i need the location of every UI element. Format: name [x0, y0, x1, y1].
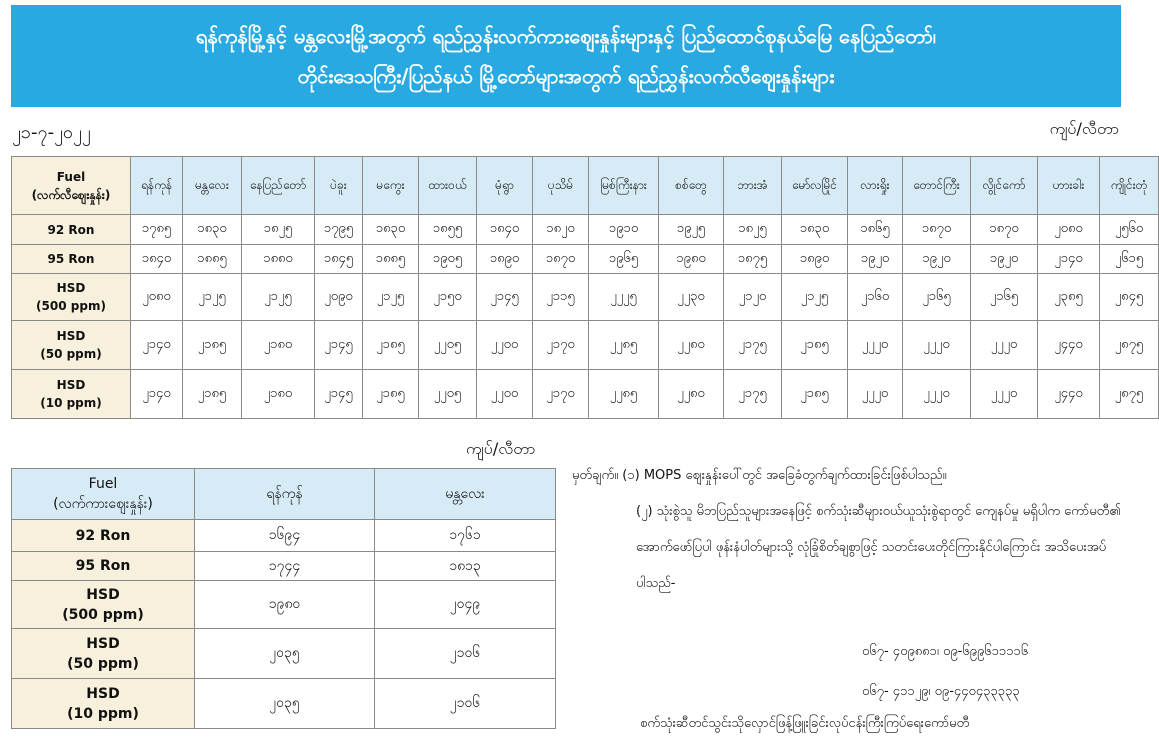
fuel-grade: (500 ppm): [36, 299, 106, 313]
price-cell: ၂၂၂၀: [971, 370, 1038, 419]
price-cell: ၂၄၄၀: [1038, 370, 1100, 419]
price-cell: ၂၂၀၀: [477, 370, 533, 419]
price-cell: ၁၇၆၁: [375, 520, 556, 552]
price-cell: ၁၈၁၃: [375, 552, 556, 581]
price-cell: ၂၈၇၅: [1100, 370, 1159, 419]
price-cell: ၂၂၂၅: [589, 274, 659, 321]
fuel-label-cell: [12, 520, 195, 552]
price-cell: ၂၂၃၀: [659, 274, 724, 321]
price-cell: ၂၂၂၀: [971, 321, 1038, 370]
price-cell: ၂၂၈၅: [589, 321, 659, 370]
price-cell: ၂၁၈၅: [782, 370, 848, 419]
fuel-grade: (လက်လီဈေးနှုန်း): [31, 187, 111, 202]
phone-line-1: ၀၆၇- ၄၀၉၈၈၁၊ ၀၉-၆၉၉၆၁၁၁၁၆: [862, 644, 1029, 659]
price-cell: ၂၀၈၀: [1038, 215, 1100, 245]
price-cell: ၁၈၄၀: [131, 245, 183, 274]
price-cell: ၂၁၄၅: [477, 274, 533, 321]
price-cell: ၂၁၄၅: [315, 321, 363, 370]
price-cell: ၂၁၄၅: [315, 370, 363, 419]
table-row: [12, 274, 1159, 321]
fuel-name: 92 Ron: [75, 527, 131, 544]
fuel-grade: (10 ppm): [67, 705, 139, 722]
price-cell: ၁၈၂၀: [533, 215, 589, 245]
fuel-grade: (50 ppm): [40, 347, 102, 361]
table-row: [12, 679, 556, 729]
price-cell: ၁၈၂၅: [242, 215, 315, 245]
city-header: ပုသိမ်: [533, 157, 589, 215]
price-cell: ၁၉၂၀: [971, 245, 1038, 274]
price-cell: ၁၉၀၅: [419, 245, 477, 274]
city-header: မကွေး: [363, 157, 419, 215]
price-cell: ၂၂၂၀: [848, 321, 903, 370]
city-header: မန္တလေး: [375, 469, 556, 520]
note-2: (၂) သုံးစွဲသူ မိဘပြည်သူများအနေဖြင့် စက်သုံးဆီများဝယ်ယူသုံးစွဲရာတွင် ကျေနပ်မှု မရှိပါက ကော်မတီ၏ အောက်ဖော်ပြပါ ဖုန်းနံပါတ်များသို့ လုံခြုံစိတ်ချစွာဖြင့် သတင်းပေးတိုင်ကြားနိုင်ပါကြောင်း အသိပေးအပ်ပါသည်-: [636, 504, 1121, 591]
fuel-name: HSD: [56, 378, 86, 392]
fuel-name: 95 Ron: [47, 252, 95, 266]
price-cell: ၂၂၀၀: [477, 321, 533, 370]
fuel-label-cell: [12, 469, 195, 520]
fuel-name: HSD: [86, 685, 120, 702]
fuel-label-cell: [12, 629, 195, 679]
retail-price-table: [11, 156, 1159, 419]
table-row: [12, 215, 1159, 245]
price-cell: ၂၂၂၀: [848, 370, 903, 419]
fuel-label-cell: [12, 157, 131, 215]
fuel-label-cell: [12, 581, 195, 629]
fuel-label-cell: [12, 274, 131, 321]
price-cell: ၂၁၄၀: [131, 370, 183, 419]
price-cell: ၂၀၈၀: [131, 274, 183, 321]
price-cell: ၁၈၄၀: [477, 215, 533, 245]
price-cell: ၁၈၃၀: [183, 215, 242, 245]
price-cell: ၁၉၂၅: [659, 215, 724, 245]
fuel-name: Fuel: [88, 476, 118, 492]
price-cell: ၂၁၂၅: [363, 274, 419, 321]
price-cell: ၁၉၆၅: [589, 245, 659, 274]
price-cell: ၂၁၆၅: [971, 274, 1038, 321]
price-cell: ၂၁၇၀: [533, 370, 589, 419]
price-cell: ၁၈၇၀: [903, 215, 971, 245]
price-cell: ၁၈၄၅: [315, 245, 363, 274]
fuel-grade: (500 ppm): [62, 606, 144, 623]
price-cell: ၂၁၆၅: [903, 274, 971, 321]
price-cell: ၁၈၅၅: [419, 215, 477, 245]
city-header: ဘားအံ: [724, 157, 782, 215]
price-cell: ၁၈၇၀: [533, 245, 589, 274]
price-cell: ၁၈၇၅: [724, 245, 782, 274]
city-header: မန္တလေး: [183, 157, 242, 215]
price-cell: ၂၁၂၀: [724, 274, 782, 321]
price-cell: ၁၉၈၀: [195, 581, 375, 629]
city-header: နေပြည်တော်: [242, 157, 315, 215]
fuel-label-cell: [12, 215, 131, 245]
price-cell: ၂၂၂၀: [903, 370, 971, 419]
price-cell: ၂၅၆၀: [1100, 215, 1159, 245]
price-cell: ၁၇၄၄: [195, 552, 375, 581]
fuel-label-cell: [12, 245, 131, 274]
city-header: မုံရွာ: [477, 157, 533, 215]
fuel-name: HSD: [86, 635, 120, 652]
price-cell: ၁၉၈၀: [659, 245, 724, 274]
price-cell: ၂၁၈၅: [183, 370, 242, 419]
committee-signature: စက်သုံးဆီတင်သွင်းသိုလှောင်ဖြန့်ဖြူးခြင်းလုပ်ငန်းကြီးကြပ်ရေးကော်မတီ: [640, 716, 970, 731]
price-cell: ၂၀၉၀: [315, 274, 363, 321]
fuel-name: HSD: [56, 329, 86, 343]
city-header: စစ်တွေ: [659, 157, 724, 215]
city-header: ကျိုင်းတုံ: [1100, 157, 1159, 215]
price-cell: ၁၈၈၅: [363, 245, 419, 274]
table-row: [12, 520, 556, 552]
fuel-name: HSD: [56, 281, 86, 295]
price-cell: ၂၁၂၅: [782, 274, 848, 321]
bulletin-date: ၂၁-၇-၂၀၂၂: [12, 122, 91, 143]
price-cell: ၂၁၇၅: [724, 321, 782, 370]
table-row: [12, 552, 556, 581]
price-cell: ၁၈၉၀: [782, 245, 848, 274]
price-cell: ၂၁၁၅: [533, 274, 589, 321]
price-cell: ၁၈၂၅: [724, 215, 782, 245]
price-cell: ၂၂၀၅: [419, 370, 477, 419]
price-cell: ၁၆၉၄: [195, 520, 375, 552]
price-cell: ၂၁၅၀: [419, 274, 477, 321]
price-cell: ၁၇၈၅: [131, 215, 183, 245]
price-cell: ၁၈၈၅: [183, 245, 242, 274]
fuel-label-cell: [12, 370, 131, 419]
table-row: [12, 321, 1159, 370]
price-cell: ၂၈၄၅: [1100, 274, 1159, 321]
fuel-grade: (50 ppm): [67, 655, 139, 672]
price-cell: ၁၇၉၅: [315, 215, 363, 245]
price-cell: ၂၁၈၀: [242, 370, 315, 419]
table-row: [12, 581, 556, 629]
city-header: လွိုင်ကော်: [971, 157, 1038, 215]
price-cell: ၁၈၆၅: [848, 215, 903, 245]
price-cell: ၂၆၁၅: [1100, 245, 1159, 274]
header-banner: [11, 5, 1121, 107]
fuel-name: Fuel: [56, 169, 86, 184]
price-cell: ၂၀၃၅: [195, 679, 375, 729]
price-cell: ၂၁၈၅: [363, 370, 419, 419]
city-header: ဟားခါး: [1038, 157, 1100, 215]
price-cell: ၁၈၃၀: [363, 215, 419, 245]
header-title-line1: ရန်ကုန်မြို့နှင့် မန္တလေးမြို့အတွက် ရည်ညွှန်းလက်ကားဈေးနှုန်းများနှင့် ပြည်ထောင်စုနယ်မြေ နေပြည်တော်၊: [195, 24, 937, 48]
city-header: ထားဝယ်: [419, 157, 477, 215]
city-header: ရန်ကုန်: [195, 469, 375, 520]
price-cell: ၂၁၇၀: [533, 321, 589, 370]
price-cell: ၁၉၁၀: [589, 215, 659, 245]
city-header: လားရှိုး: [848, 157, 903, 215]
fuel-name: 92 Ron: [47, 222, 95, 237]
city-header: မော်လမြိုင်: [782, 157, 848, 215]
price-cell: ၂၁၄၀: [131, 321, 183, 370]
price-cell: ၂၁၂၅: [183, 274, 242, 321]
city-header: ရန်ကုန်: [131, 157, 183, 215]
price-cell: ၂၃၈၅: [1038, 274, 1100, 321]
price-cell: ၂၁၆၀: [848, 274, 903, 321]
price-cell: ၁၈၈၀: [242, 245, 315, 274]
wholesale-price-table: [11, 468, 556, 729]
city-header: တောင်ကြီး: [903, 157, 971, 215]
price-cell: ၂၁၈၅: [782, 321, 848, 370]
city-header: ပဲခူး: [315, 157, 363, 215]
price-cell: ၂၂၀၅: [419, 321, 477, 370]
fuel-label-cell: [12, 679, 195, 729]
price-cell: ၂၁၈၅: [363, 321, 419, 370]
fuel-grade: (လက်ကားဈေးနှုန်း): [53, 496, 153, 512]
price-cell: ၂၁၂၅: [242, 274, 315, 321]
price-cell: ၁၉၂၀: [903, 245, 971, 274]
fuel-label-cell: [12, 552, 195, 581]
price-cell: ၂၁၈၀: [242, 321, 315, 370]
price-cell: ၂၈၇၅: [1100, 321, 1159, 370]
price-cell: ၂၀၃၅: [195, 629, 375, 679]
retail-unit-label: ကျပ်/လီတာ: [1049, 119, 1119, 138]
wholesale-unit-label: ကျပ်/လီတာ: [466, 439, 536, 458]
header-title-line2: တိုင်းဒေသကြီး/ပြည်နယ် မြို့တော်များအတွက် ရည်ညွှန်းလက်လီဈေးနှုန်းများ: [297, 64, 835, 88]
price-cell: ၂၂၈၀: [659, 370, 724, 419]
price-cell: ၂၁၄၀: [1038, 245, 1100, 274]
city-header: မြစ်ကြီးနား: [589, 157, 659, 215]
price-cell: ၂၁၀၆: [375, 629, 556, 679]
fuel-grade: (10 ppm): [40, 396, 102, 410]
fuel-name: HSD: [86, 586, 120, 603]
phone-line-2: ၀၆၇- ၄၁၁၂၉၊ ၀၉-၄၄၀၄၃၃၃၃၃: [862, 684, 1020, 699]
table-row: [12, 245, 1159, 274]
price-cell: ၂၀၄၉: [375, 581, 556, 629]
price-cell: ၂၂၈၀: [659, 321, 724, 370]
price-cell: ၂၁၀၆: [375, 679, 556, 729]
price-cell: ၁၈၃၀: [782, 215, 848, 245]
price-cell: ၁၈၉၀: [477, 245, 533, 274]
price-cell: ၂၄၄၀: [1038, 321, 1100, 370]
table-row: [12, 370, 1159, 419]
note-1: မှတ်ချက်။ (၁) MOPS ဈေးနှုန်းပေါ်တွင် အခြေခံတွက်ချက်ထားခြင်းဖြစ်ပါသည်။: [572, 468, 947, 483]
price-cell: ၂၂၂၀: [903, 321, 971, 370]
table-row: [12, 629, 556, 679]
fuel-label-cell: [12, 321, 131, 370]
price-cell: ၂၁၈၅: [183, 321, 242, 370]
price-cell: ၂၂၈၅: [589, 370, 659, 419]
fuel-name: 95 Ron: [75, 558, 131, 574]
price-cell: ၂၁၇၅: [724, 370, 782, 419]
price-cell: ၁၉၂၀: [848, 245, 903, 274]
price-cell: ၁၈၇၀: [971, 215, 1038, 245]
